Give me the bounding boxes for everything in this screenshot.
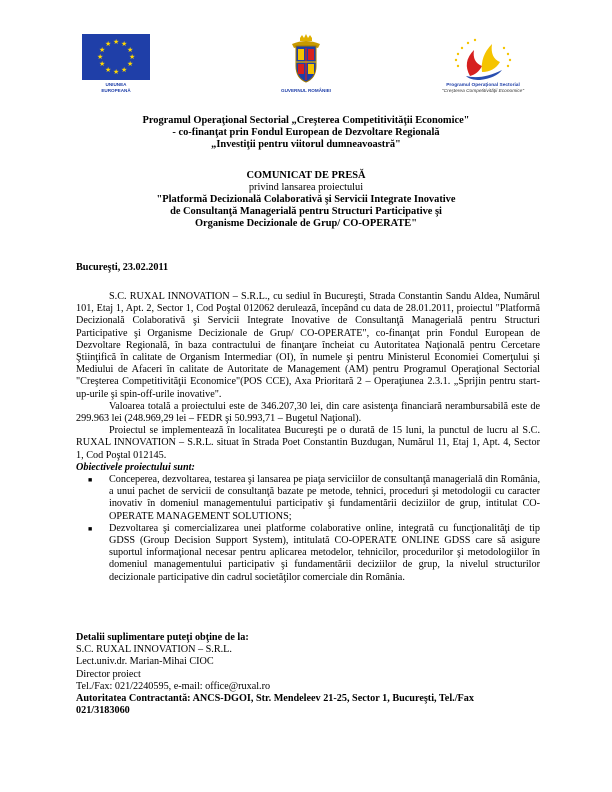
list-item [76,474,540,523]
bullet-icon: ■ [88,476,93,485]
press-date: Bucureşti, 23.02.2011 [76,262,169,273]
objectives-title: Obiectivele proiectului sunt: [76,461,195,473]
pos-cce-logo [428,36,538,95]
authority-line2: 021/3183060 [76,705,130,717]
pos-caption-line2: "Creşterea Competitivităţii Economice" [441,89,525,94]
contact-person: Lect.univ.dr. Marian-Mihai CIOC [76,656,214,668]
press-title: COMUNICAT DE PRESĂ [246,170,366,181]
bullet-icon: ■ [88,524,93,533]
authority-line1: Autoritatea Contractantă: ANCS-DGOI, Str. Mendeleev 21-25, Sector 1, Bucureşti, Tel./Fax [76,693,474,705]
press-release-title [60,170,552,230]
press-subtitle: privind lansarea proiectului [248,182,364,193]
body-paragraph-2: Valoarea totală a proiectului este de 346.207,30 lei, din care asistenţa financiară nerambursabilă este de 299.963 lei (248.969,29 lei – FEDR şi 50.993,71 – Bugetul Naţional). [76,400,540,425]
contact-block [76,632,540,717]
body-paragraph-3: Proiectul se implementează în localitatea Bucureşti pe o durată de 15 luni, la punctul de lucru al S.C. RUXAL INNOVATION – S.R.L. situat în Strada Poet Constantin Buzdugan, Numărul 11, Etaj 1, Apt. 4, Sector 1, Cod Poştal 012145. [76,425,540,461]
coat-of-arms-icon [286,34,326,86]
list-item [76,523,540,584]
header-line2: - co-finanţat prin Fondul European de Dezvoltare Regională [172,127,440,138]
gov-caption: GUVERNUL ROMÂNIEI [281,88,331,93]
government-logo [270,34,342,94]
flame-logo-icon [452,36,514,80]
contact-heading: Detalii suplimentare puteţi obţine de la: [76,632,249,643]
programme-header [60,115,552,151]
objective-text-1: Conceperea, dezvoltarea, testarea şi lansarea pe piaţa serviciilor de consultanţă managerială din România, a unui pachet de servicii de consultanţă bazate pe metode, tehnici, proceduri şi metodologii cu caracter inovativ în domeniul managementului participativ şi fundamentării deciziilor de grup, intitulat CO-OPERATE MANAGEMENT SOLUTIONS; [109,474,540,522]
eu-flag-icon: ★ ★ ★ ★ ★ ★ ★ ★ ★ ★ ★ ★ [82,34,150,80]
header-line1: Programul Operaţional Sectorial „Creşterea Competitivităţii Economice" [142,115,470,126]
eu-caption-line1: UNIUNEA [105,82,127,87]
eu-logo [80,34,152,93]
contact-role: Director proiect [76,668,141,680]
objective-text-2: Dezvoltarea şi comercializarea unei platforme colaborative online, integrată cu funcţionalităţi de tip GDSS (Group Decision Support System), intitulată CO-OPERATE ONLINE GDSS care să asigure suportul informaţional necesar pentru aplicarea metodelor, tehnicilor, procedurilor şi metodologiilor în domeniul managementului participativ şi fundamentării deciziilor de grup, la nivelul structurilor decizionale participative din cadrul societăţilor comerciale din România. [109,522,540,583]
project-title-line3: Organisme Decizionale de Grup/ CO-OPERATE" [194,218,418,229]
pos-caption-line1: Programul Operaţional Sectorial [446,83,520,88]
contact-company: S.C. RUXAL INNOVATION – S.R.L. [76,644,232,656]
eu-caption-line2: EUROPEANĂ [101,87,131,93]
project-title-line2: de Consultanţă Managerială pentru Structuri Participative şi [170,206,442,217]
project-title-line1: "Platformă Decizională Colaborativă şi Servicii Integrate Inovative [156,194,456,205]
body-paragraph-1: S.C. RUXAL INNOVATION – S.R.L., cu sediul în Bucureşti, Strada Constantin Sandu Aldea, Numărul 101, Etaj 1, Apt. 2, Sector 1, Cod Poştal 012062 derulează, începând cu data de 28.01.2011, proiectul "Platformă Decizională Colaborativă şi Servicii Integrate Inovative de Consultanţă Managerială pentru Structuri Participative şi Organisme Decizionale de Grup/ CO-OPERATE", co-finanţat prin Fondul European de Dezvoltare Regională, în baza contractului de finanţare încheiat cu Autoritatea Naţională pentru Cercetare Ştiinţifică în calitate de Organism Intermediar (OI), în numele şi pentru Ministerul Economiei Comerţului şi Mediului de Afaceri în calitate de Autoritate de Management (AM) pentru Programul Operaţional Sectorial "Creşterea Competitivităţii Economice"(POS CCE), Axa Prioritară 2 – Operaţiunea 2.3.1. „Sprijin pentru start-up-urile şi spin-off-urile inovative". [76,291,540,400]
objectives-list [76,474,540,584]
header-line3: „Investiţii pentru viitorul dumneavoastră" [211,139,401,150]
contact-phone-email: Tel./Fax: 021/2240595, e-mail: office@ruxal.ro [76,680,271,692]
press-body [76,291,540,584]
